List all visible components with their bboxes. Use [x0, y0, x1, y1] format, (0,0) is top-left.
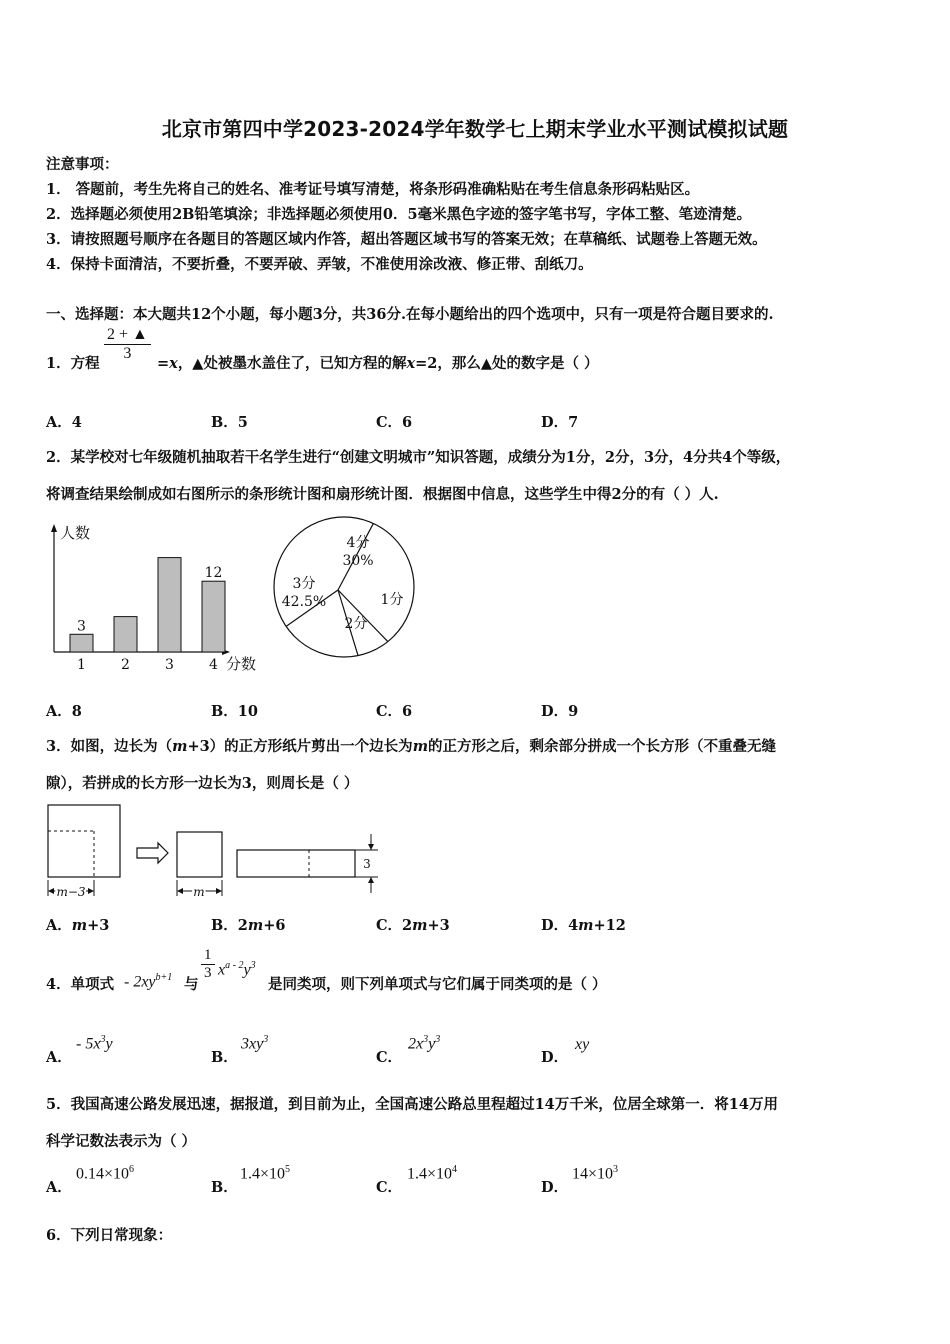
arrow-head: [88, 888, 94, 894]
label-m: m: [193, 885, 205, 899]
q2-line1: 2．某学校对七年级随机抽取若干名学生进行“创建文明城市”知识答题，成绩分为1分，2分，3分，4分共4个等级，: [46, 449, 791, 466]
bar: [202, 581, 225, 652]
q5-option-a[interactable]: A．: [46, 1179, 72, 1196]
pie-label: 2分: [344, 616, 368, 632]
data-label: 3: [77, 618, 86, 635]
q3-text-a: 3．如图，边长为（: [46, 738, 173, 755]
small-square: [177, 832, 222, 877]
q2-option-d[interactable]: D．9: [541, 703, 579, 720]
x-tick-label: 4: [209, 657, 218, 673]
q4-mono2: $x^{a - 2}y^3$: [218, 960, 256, 979]
q1-fraction: [104, 326, 151, 363]
arrow-head: [368, 877, 374, 883]
y-axis-arrow: [51, 524, 57, 532]
q1-frac-den: 3: [123, 345, 132, 362]
y-axis-label: 人数: [60, 524, 91, 542]
q3-line1: [46, 735, 776, 756]
q3-text-c: 的正方形之后，剩余部分拼成一个长方形（不重叠无缝: [428, 738, 777, 755]
pie-percent-label: 30%: [342, 553, 374, 569]
notice-heading: 注意事项：: [46, 156, 119, 173]
bar: [158, 558, 181, 652]
arrow-head: [368, 844, 374, 850]
pie-chart-plot: [274, 517, 414, 657]
q3-option-d[interactable]: D．4m+12: [541, 917, 626, 934]
q2-option-a[interactable]: A．8: [46, 703, 82, 720]
x-tick-label: 1: [77, 657, 86, 673]
pie-chart: [268, 512, 420, 662]
q4-option-c-expr: $2x^3y^3$: [408, 1034, 441, 1053]
section-heading: 一、选择题：本大题共12个小题，每小题3分，共36分.在每小题给出的四个选项中，只有一项是符合题目要求的.: [46, 306, 774, 323]
q1-x: x: [169, 355, 178, 372]
bar-chart: [44, 518, 274, 678]
pie-percent-label: 42.5%: [281, 594, 327, 610]
q4-option-d[interactable]: D．: [541, 1049, 569, 1066]
q4-option-b[interactable]: B．: [211, 1049, 238, 1066]
page-title: 北京市第四中学2023-2024学年数学七上期末学业水平测试模拟试题: [161, 117, 789, 141]
q5-option-b[interactable]: B．: [211, 1179, 238, 1196]
notice-item: 2．选择题必须使用2B铅笔填涂；非选择题必须使用0．5毫米黑色字迹的签字笔书写，字体工整、笔迹清楚。: [46, 206, 752, 223]
bar: [70, 634, 93, 652]
q4-option-d-expr: xy: [575, 1036, 590, 1053]
q1-prefix: 1．方程: [46, 355, 100, 372]
q5-option-c-expr: $1.4\times 10^4$: [407, 1164, 458, 1183]
q2-option-c[interactable]: C．6: [376, 703, 413, 720]
q3-option-a[interactable]: A．m+3: [46, 917, 110, 934]
q4-option-b-expr: $3xy^3$: [241, 1034, 269, 1053]
q4-option-a-expr: - $5x^3y$: [76, 1034, 113, 1053]
data-label: 12: [204, 565, 223, 582]
q5-option-c[interactable]: C．: [376, 1179, 403, 1196]
q3-m2: m: [412, 738, 429, 755]
q4-fraction: $\frac{1}{3}$: [201, 947, 215, 982]
arrow-right-icon: [137, 843, 168, 863]
q5-option-d[interactable]: D．: [541, 1179, 569, 1196]
bar-chart-plot: [51, 524, 256, 673]
q1-eq: =: [157, 355, 170, 372]
q4-option-a[interactable]: A．: [46, 1049, 72, 1066]
q1-rest-c: =2，那么▲处的数字是（ ）: [415, 355, 599, 372]
pie-label: 3分: [292, 576, 316, 592]
q5-option-d-expr: $14\times 10^3$: [572, 1164, 619, 1183]
pie-label: 4分: [346, 535, 370, 551]
x-tick-label: 2: [121, 657, 130, 673]
x-axis-label: 分数: [226, 655, 257, 673]
pie-label: 1分: [380, 592, 404, 608]
q4-mono1: - $2xy^{b+1}$: [124, 972, 173, 991]
q1-option-b[interactable]: B．5: [211, 414, 248, 431]
q4-option-c[interactable]: C．: [376, 1049, 403, 1066]
label-3: 3: [363, 857, 371, 871]
arrow-head: [177, 888, 183, 894]
q1-frac-num: 2 + ▲: [104, 326, 151, 345]
q3-m: m: [172, 738, 188, 755]
notice-item: 1． 答题前，考生先将自己的姓名、准考证号填写清楚，将条形码准确粘贴在考生信息条形码粘贴区。: [46, 181, 700, 198]
notice-item: 3．请按照题号顺序在各题目的答题区域内作答，超出答题区域书写的答案无效；在草稿纸、试题卷上答题无效。: [46, 231, 767, 248]
x-tick-label: 3: [165, 657, 174, 673]
q3-option-c[interactable]: C．2m+3: [376, 917, 450, 934]
q1-option-d[interactable]: D．7: [541, 414, 579, 431]
q5-option-a-expr: $0.14\times 10^6$: [76, 1164, 135, 1183]
q1-rest-b: ，▲处被墨水盖住了，已知方程的解: [177, 355, 407, 372]
q4-suffix: 是同类项，则下列单项式与它们属于同类项的是（ ）: [268, 976, 607, 993]
label-m-minus-3: m−3: [56, 885, 86, 899]
q2-option-b[interactable]: B．10: [211, 703, 258, 720]
q5-line1: 5．我国高速公路发展迅速，据报道，到目前为止，全国高速公路总里程超过14万千米，位居全球第一．将14万用: [46, 1096, 778, 1113]
q3-figure: [44, 800, 389, 904]
big-square: [48, 805, 120, 877]
q3-option-b[interactable]: B．2m+6: [211, 917, 286, 934]
q3-line2: 隙），若拼成的长方形一边长为3，则周长是（ ）: [46, 775, 359, 792]
notice-item: 4．保持卡面清洁，不要折叠，不要弄破、弄皱，不准使用涂改液、修正带、刮纸刀。: [46, 256, 593, 273]
q1-text: [157, 352, 599, 373]
q3-text-b: +3）的正方形纸片剪出一个边长为: [187, 738, 413, 755]
arrow-head: [216, 888, 222, 894]
q5-line2: 科学记数法表示为（ ）: [46, 1133, 197, 1150]
rectangle: [237, 850, 355, 877]
q2-line2: 将调查结果绘制成如右图所示的条形统计图和扇形统计图．根据图中信息，这些学生中得2分的有（ ）人.: [46, 486, 719, 503]
q1-option-a[interactable]: A．4: [46, 414, 82, 431]
q4-mid: 与: [184, 976, 199, 993]
arrow-head: [48, 888, 54, 894]
q6-line1: 6．下列日常现象：: [46, 1227, 173, 1244]
bar: [114, 617, 137, 652]
q4-prefix: 4．单项式: [46, 976, 115, 993]
q1-x2: x: [406, 355, 416, 372]
q1-option-c[interactable]: C．6: [376, 414, 413, 431]
q5-option-b-expr: $1.4\times 10^5$: [240, 1164, 291, 1183]
